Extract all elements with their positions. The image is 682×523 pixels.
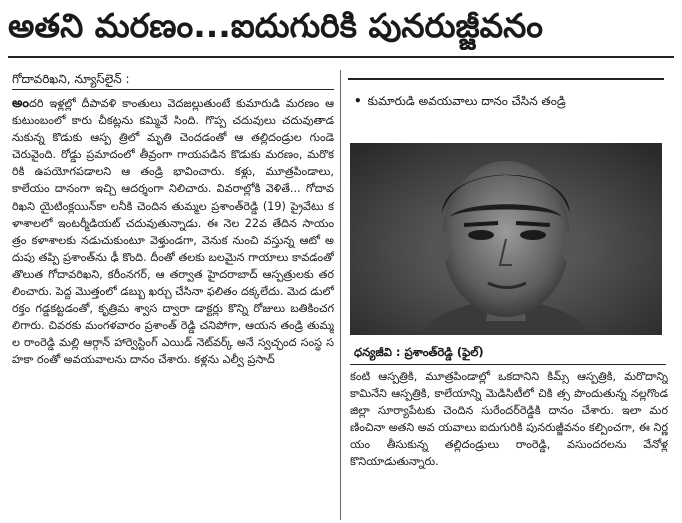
photo-caption-box bbox=[348, 78, 664, 120]
portrait-image bbox=[350, 143, 662, 335]
bullet-icon: • bbox=[354, 94, 362, 108]
column-divider bbox=[340, 70, 341, 520]
credit-rule bbox=[350, 364, 666, 365]
dateline: గోదావరిఖని, న్యూస్‌లైన్ : bbox=[12, 72, 130, 86]
dateline-rule bbox=[12, 89, 334, 90]
portrait-photo bbox=[350, 143, 662, 335]
headline-rule bbox=[8, 56, 674, 58]
article-left-column bbox=[12, 95, 334, 520]
photo-caption: కుమారుడి అవయవాలు దానం చేసిన తండ్రి bbox=[367, 94, 566, 108]
dropcap: అం bbox=[12, 96, 29, 111]
article-right-column: కంటి ఆస్పత్రికి, మూత్రపిండాల్లో ఒకదానిని కిమ్స్ ఆస్పత్రికి, మరొదాన్ని కామినేని ఆస్పత్రికి, కాలేయాన్ని మెడిసిటీలో చికి త్స పొందుతున్న నల్లగొండ జిల్లా సూర్యాపేటకు చెందిన సురేందర్‌రెడ్డికి దానం చేశారు. ఇలా మరణించినా అతని అవ యవాలు ఐదుగురికి పునరుజ్జీవనం కల్పించగా, ఈ నిర్ణయం తీసుకున్న తల్లిదండ్రులు రాంరెడ్డి, వసుందరలను వేనోళ్ల కొనియాడుతున్నారు. bbox=[350, 370, 668, 469]
photo-credit: ధన్యజీవి : ప్రశాంత్‌రెడ్డి (ఫైల్) bbox=[354, 345, 484, 359]
article-left-text: దరి ఇళ్లల్లో దీపావళి కాంతులు వెదజల్లుతుంటే కుమారుడి మరణం ఆ కుటుంబంలో కారు చీకట్లను కమ్మివే సింది. గొప్ప చదువులు చదువుతాడనుకున్న కొడుకు ఆస్ప త్రిలో మృతి చెందడంతో ఆ తల్లిదండ్రుల గుండె చెరువైంది. రోడ్డు ప్రమాదంలో తీవ్రంగా గాయపడిన కొడుకు మరణం, మరొకరికి ఉపయోగపడాలని ఆ తండ్రి భావించారు. కళ్లు, మూత్రపిండాలు, కాలేయం దానంగా ఇచ్చి ఆదర్శంగా నిలిచారు. వివరాల్లోకి వెళితే... గోదావరిఖని యైటింక్లయిన్‌కా లనీకి చెందిన తుమ్మల ప్రశాంత్‌రెడ్డి (19) ప్రైవేటు కళాశాలలో ఇంటర్మీడియట్ చదువుతున్నాడు. ఈ నెల 22వ తేదిన సాయం త్రం కళాశాలకు నడుచుకుంటూ వెళ్తుండగా, వెనుక నుంచి వస్తున్న ఆటో అదుపు తప్పి ప్రశాంత్‌ను ఢీ కొంది. దీంతో తలకు బలమైన గాయాలు కావడంతో తొలుత గోదావరిఖని, కరీంనగర్, ఆ తర్వాత హైదరాబాద్ ఆస్పత్రులకు తరలించారు. పెద్ద మొత్తంలో డబ్బు ఖర్చు చేసినా ఫలితం దక్కలేదు. మెద డులో రక్తం గడ్డకట్టడంతో, కృత్రిమ శ్వాస ద్వారా డాక్టర్లు కొన్ని రోజులు బతికించగలిగారు. చివరకు మంగళవారం ప్రశాంత్ రెడ్డి చనిపోగా, ఆయన తండ్రి తుమ్మల రాంరెడ్డి మల్లి ఆర్గాన్ హార్వెస్టింగ్ ఎయిడ్ నెట్‌వర్క్ అనే స్వచ్ఛంద సంస్థ సహకా రంతో అవయవాలను దానం చేశారు. కళ్లను ఎల్వీ ప్రసాద్ bbox=[12, 97, 334, 367]
headline: అతని మరణం...ఐదుగురికి పునరుజ్జీవనం bbox=[8, 6, 544, 45]
